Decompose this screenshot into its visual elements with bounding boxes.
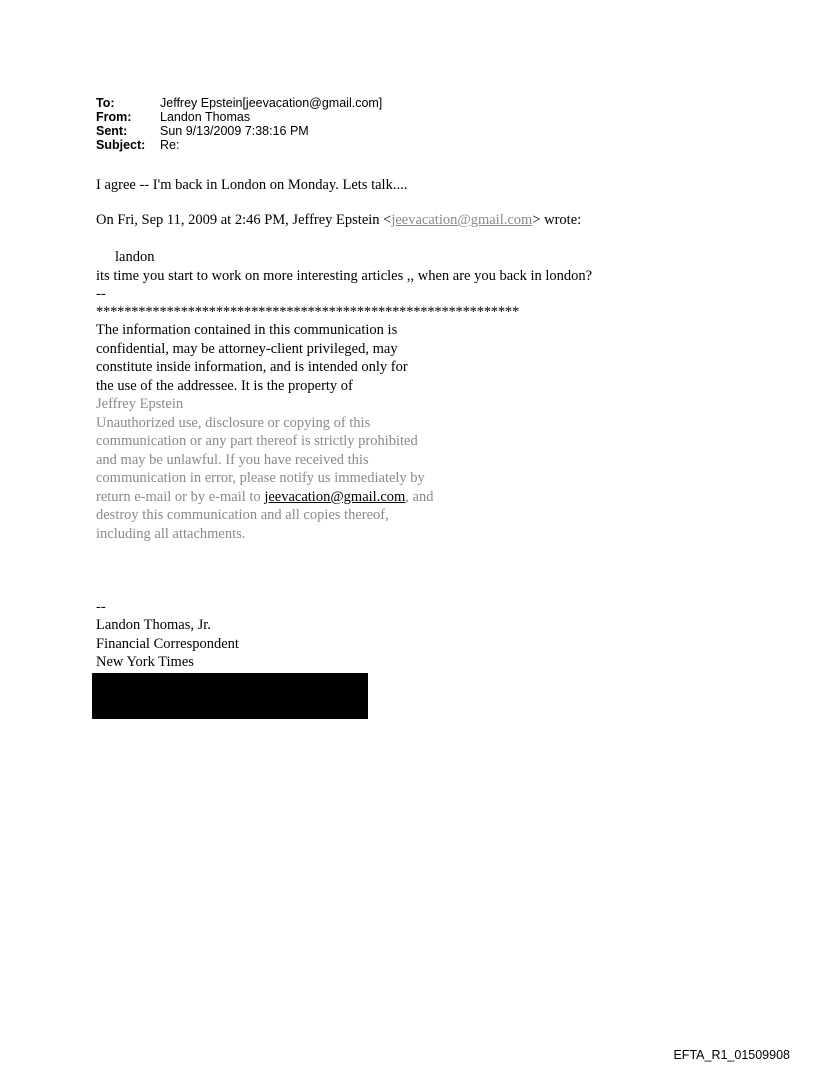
disclaimer-line: The information contained in this communication is [96,322,398,338]
subject-label: Subject: [96,138,146,152]
from-value: Landon Thomas [160,110,251,124]
quote-intro-prefix: On Fri, Sep 11, 2009 at 2:46 PM, Jeffrey Epstein < [96,212,392,228]
disclaimer-line-gray: Unauthorized use, disclosure or copying of this [96,414,371,431]
subject-row [96,138,382,152]
sent-row [96,124,382,138]
disclaimer-email-link[interactable]: jeevacation@gmail.com [264,488,406,505]
sent-label: Sent: [96,124,128,138]
subject-value: Re: [160,138,180,152]
to-value: Jeffrey Epstein[jeevacation@gmail.com] [160,96,383,110]
quoted-message: its time you start to work on more interesting articles ,, when are you back in london? [96,268,593,284]
signature-title: Financial Correspondent [96,635,239,652]
signature-separator: -- [96,599,106,615]
disclaimer-email-prefix: return e-mail or by e-mail to [96,488,265,505]
disclaimer-line-gray: Jeffrey Epstein [96,396,184,412]
document-id: EFTA_R1_01509908 [673,1048,790,1062]
disclaimer-email-line [96,488,433,507]
signature-organization: New York Times [96,654,194,670]
quoted-greeting: landon [115,249,155,265]
disclaimer-line: constitute inside information, and is intended only for [96,359,408,375]
quote-intro-email-link[interactable]: jeevacation@gmail.com [391,212,533,228]
sent-value: Sun 9/13/2009 7:38:16 PM [160,124,309,138]
signature-name: Landon Thomas, Jr. [96,617,211,633]
quote-intro [96,211,581,230]
email-header [96,96,382,152]
disclaimer-line: confidential, may be attorney-client privileged, may [96,340,398,357]
disclaimer-line-gray: and may be unlawful. If you have received this [96,451,369,468]
from-row [96,110,382,124]
quote-intro-suffix: > wrote: [532,212,582,228]
disclaimer-line: the use of the addressee. It is the property of [96,377,353,394]
to-label: To: [96,96,115,110]
to-row [96,96,382,110]
disclaimer-line-gray: communication or any part thereof is strictly prohibited [96,433,418,449]
disclaimer-line-gray: destroy this communication and all copies thereof, [96,507,389,523]
quoted-separator: -- [96,286,106,302]
disclaimer-line-gray: including all attachments. [96,525,246,542]
disclaimer-email-suffix: , and [405,488,434,505]
reply-line: I agree -- I'm back in London on Monday. Lets talk.... [96,177,408,193]
from-label: From: [96,110,132,124]
disclaimer-line-gray: communication in error, please notify us immediately by [96,470,425,486]
redaction-box [92,673,368,719]
asterisk-divider: ************************************************************ [96,304,520,320]
